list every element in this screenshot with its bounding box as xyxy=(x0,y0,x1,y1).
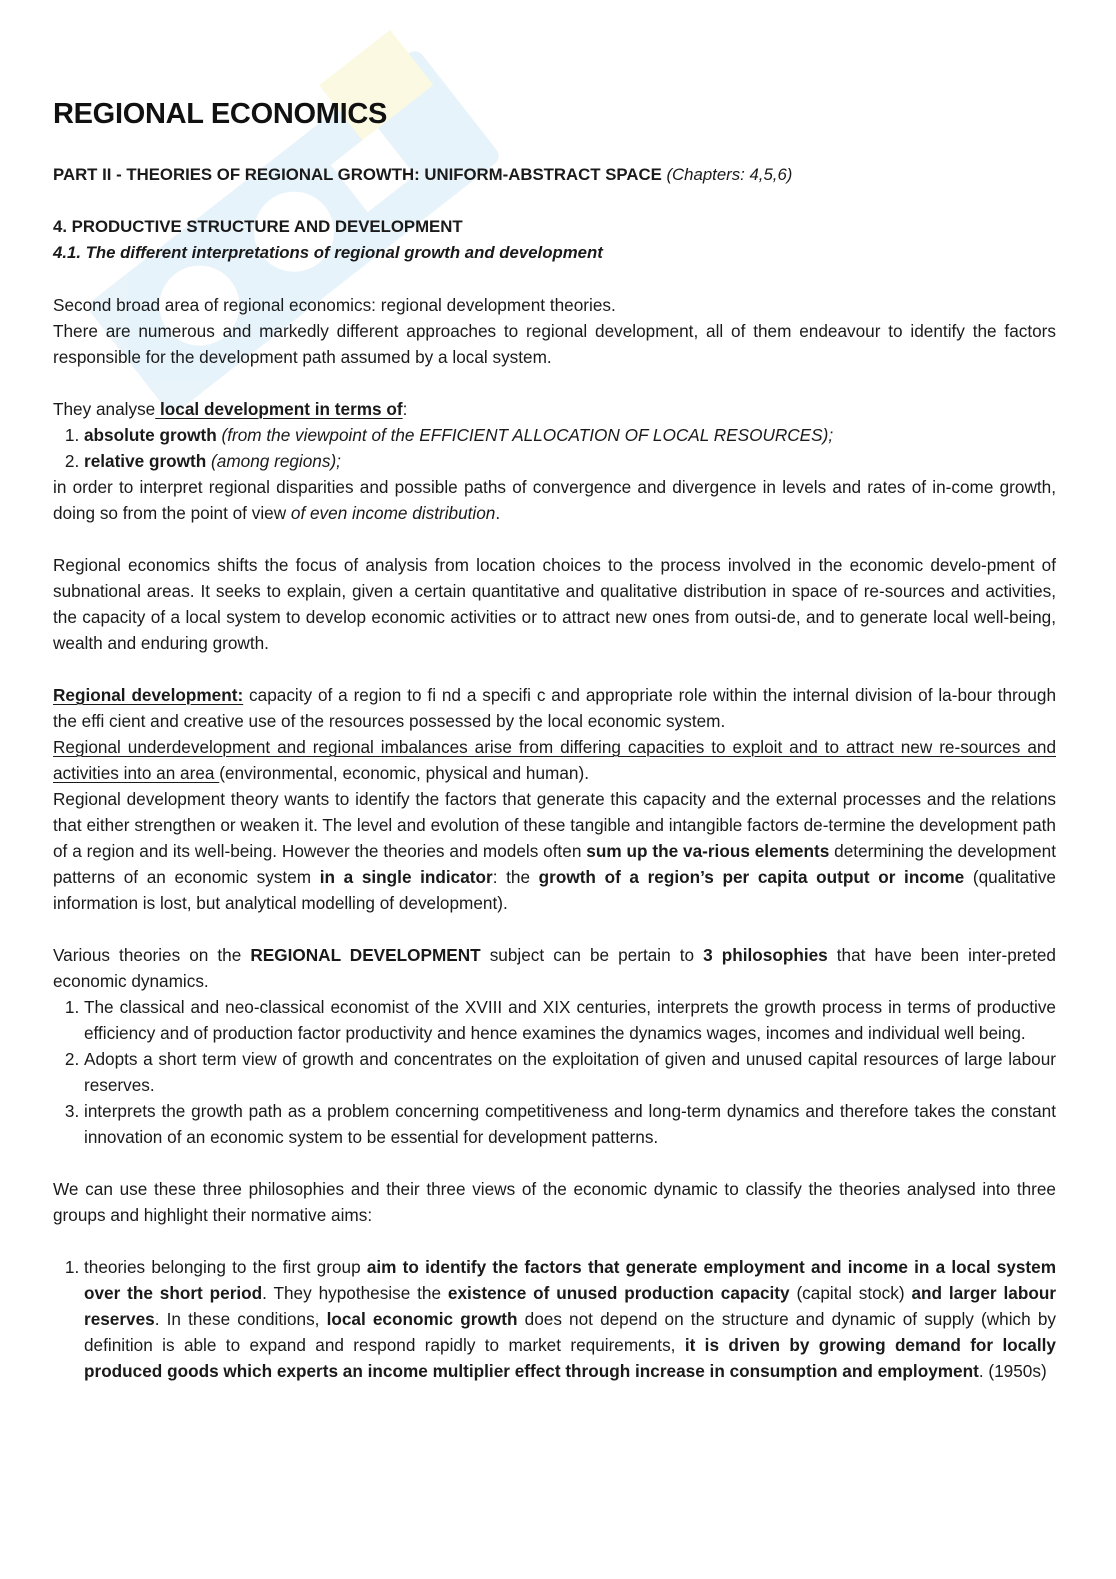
list-item: 1. theories belonging to the first group aim to identify the factors that generate employment and income in a local system over the short period. They hypothesise the existence of unused production capacity (capital stock) and larger labour reserves. In these conditions, local economic growth does not depend on the structure and dynamic of supply (which by definition is able to expand and respond rapidly to market requirements, it is driven by growing demand for locally produced goods which experts an income multiplier effect through increase in consumption and employment. (1950s) xyxy=(84,1254,1056,1384)
regional-development-label: Regional development: xyxy=(53,685,244,705)
philosophies-paragraph: Various theories on the REGIONAL DEVELOPMENT subject can be pertain to 3 philosophies that have been inter-preted economic dynamics. xyxy=(53,945,1056,991)
list-item: 2. relative growth (among regions); xyxy=(84,448,1056,474)
philosophies-list xyxy=(53,994,1056,1150)
focus-paragraph: Regional economics shifts the focus of analysis from location choices to the process involved in the economic develo-pment of subnational areas. It seeks to explain, given a certain quantitative and qualitative distribution in space of re-sources and activities, the capacity of a local system to develop economic activities or to attract new ones from outsi-de, and to generate local well-being, wealth and enduring growth. xyxy=(53,555,1056,653)
list-item: 2. Adopts a short term view of growth and concentrates on the exploitation of given and unused capital resources of large labour reserves. xyxy=(84,1046,1056,1098)
intro-paragraph: Second broad area of regional economics: regional development theories. There are numerous and markedly different approaches to regional development, all of them endeavour to identify the factors responsible for the development path assumed by a local system. xyxy=(53,295,1056,367)
growth-list xyxy=(53,422,1056,474)
list-item: 1. absolute growth (from the viewpoint of the EFFICIENT ALLOCATION OF LOCAL RESOURCES); xyxy=(84,422,1056,448)
subsection-heading: 4.1. The different interpretations of regional growth and development xyxy=(53,243,603,262)
part-heading: PART II - THEORIES OF REGIONAL GROWTH: UNIFORM-ABSTRACT SPACE (Chapters: 4,5,6) xyxy=(53,165,793,184)
part-chapters: (Chapters: 4,5,6) xyxy=(666,165,793,184)
list-item: 1. The classical and neo-classical economist of the XVIII and XIX centuries, interprets the growth process in terms of productive efficiency and of production factor productivity and hence examines the dynamics wages, incomes and individual well being. xyxy=(84,994,1056,1046)
list-item: 3. interprets the growth path as a problem concerning competitiveness and long-term dynamics and therefore takes the constant innovation of an economic system to be essential for development patterns. xyxy=(84,1098,1056,1150)
regional-development-paragraph: Regional development: capacity of a region to fi nd a specifi c and appropriate role within the internal division of la-bour through the effi cient and creative use of the resources possessed by the local economic system. Regional underdevelopment and regional imbalances arise from differing capacities to exploit and to attract new re-sources and activities into an area (environmental, economic, physical and human). Regional development theory wants to identify the factors that generate this capacity and the external processes and the relations that either strengthen or weaken it. The level and evolution of these tangible and intangible factors de-termine the development path of a region and its well-being. However the theories and models often sum up the va-rious elements determining the development patterns of an economic system in a single indicator: the growth of a region’s per capita output or income (qualitative information is lost, but analytical modelling of development). xyxy=(53,685,1057,913)
classify-paragraph: We can use these three philosophies and their three views of the economic dynamic to classify the theories analysed into three groups and highlight their normative aims: xyxy=(53,1179,1056,1225)
page-title: REGIONAL ECONOMICS xyxy=(53,98,388,130)
document-page xyxy=(53,92,1056,1410)
analyse-paragraph: They analyse local development in terms of: xyxy=(53,399,408,419)
groups-list xyxy=(53,1254,1056,1384)
analyse-after-paragraph: in order to interpret regional disparities and possible paths of convergence and divergence in levels and rates of in-come growth, doing so from the point of view of even income distribution. xyxy=(53,477,1056,523)
section-heading: 4. PRODUCTIVE STRUCTURE AND DEVELOPMENT xyxy=(53,217,463,236)
